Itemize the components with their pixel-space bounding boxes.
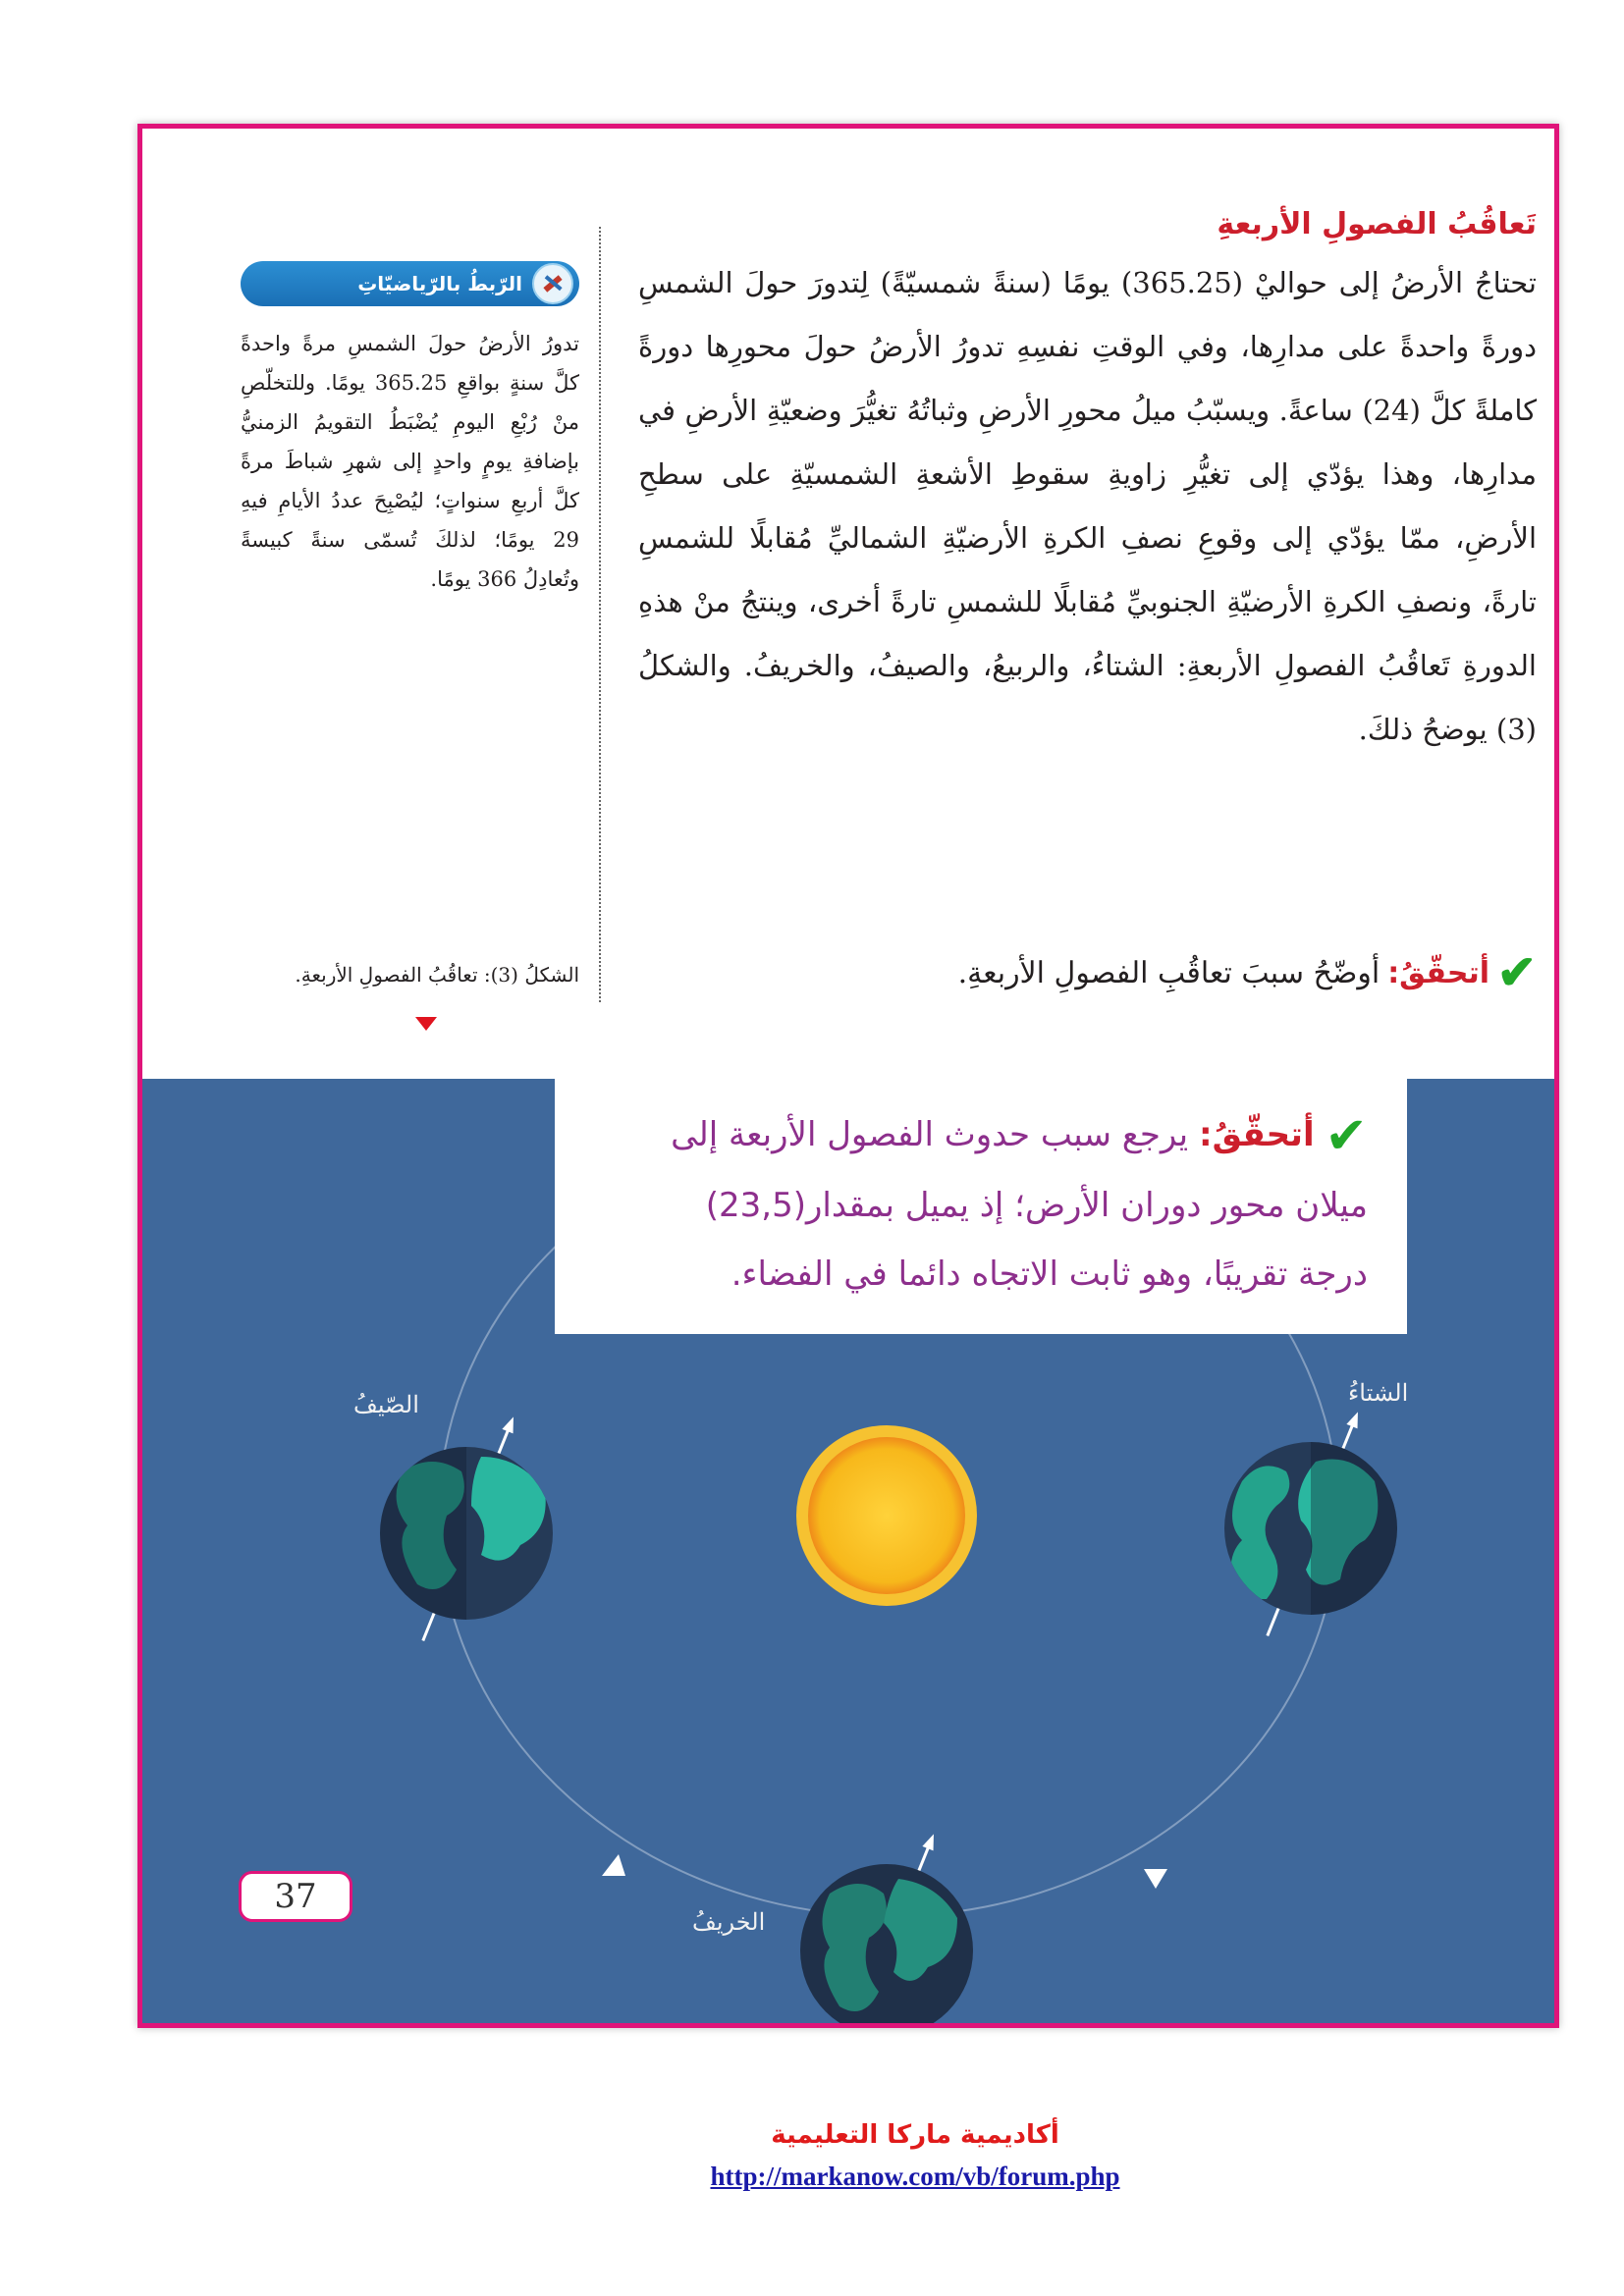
- sidebar: [241, 261, 579, 599]
- section-title: تَعاقُبُ الفصولِ الأربعةِ: [1217, 207, 1537, 241]
- answer-line-3: درجة تقريبًا، وهو ثابت الاتجاه دائما في الفضاء.: [731, 1254, 1368, 1294]
- answer-line-2: ميلان محور دوران الأرض؛ إذ يميل بمقدار(23,5): [705, 1185, 1368, 1225]
- footer: [0, 2120, 1624, 2192]
- footer-title: أكاديمية ماركا التعليمية: [771, 2120, 1059, 2150]
- checkmark-icon: ✔: [1496, 945, 1537, 1000]
- sun: [808, 1437, 965, 1594]
- label-summer: الصّيفُ: [353, 1391, 419, 1418]
- answer-line-1: [584, 1100, 1368, 1171]
- check-label: أتحقّقُ:: [1387, 955, 1489, 990]
- label-autumn: الخريفُ: [692, 1908, 766, 1936]
- check-text: أوضّحُ سببَ تعاقُبِ الفصولِ الأربعةِ.: [957, 955, 1380, 990]
- ruler-pencil-icon: [532, 263, 573, 304]
- orbit-arrow-right-icon: [1144, 1869, 1167, 1889]
- math-link-badge: [241, 261, 579, 306]
- main-paragraph: تحتاجُ الأرضُ إلى حواليْ (365.25) يومًا (سنةً شمسيّةً) لِتدورَ حولَ الشمسِ دورةً واحدةً على مدارِها، وفي الوقتِ نفسِهِ تدورُ الأرضُ حولَ محورِها دورةً كاملةً كلَّ (24) ساعةً. ويسبّبُ ميلُ محورِ الأرضِ وثباتُهُ تغيُّرَ وضعيّةِ الأرضِ في مدارِها، وهذا يؤدّي إلى تغيُّرِ زاويةِ سقوطِ الأشعةِ الشمسيّةِ على سطحِ الأرضِ، ممّا يؤدّي إلى وقوعِ نصفِ الكرةِ الأرضيّةِ الشماليِّ مُقابلًا للشمسِ تارةً، ونصفِ الكرةِ الأرضيّةِ الجنوبيِّ مُقابلًا للشمسِ تارةً أخرى، وينتجُ منْ هذهِ الدورةِ تَعاقُبُ الفصولِ الأربعةِ: الشتاءُ، والربيعُ، والصيفُ، والخريفُ. والشكلُ (3) يوضحُ ذلكَ.: [638, 266, 1538, 746]
- answer-checkmark-icon: ✔: [1325, 1106, 1368, 1166]
- orbit-arrow-left-icon: [602, 1854, 625, 1876]
- page-frame: [137, 124, 1559, 2028]
- answer-label: أتحقّقُ:: [1198, 1115, 1315, 1154]
- page-number: 37: [239, 1871, 352, 1922]
- figure-caption: الشكلُ (3): تعاقُبُ الفصولِ الأربعةِ.: [295, 963, 579, 987]
- answer-text-1: يرجع سبب حدوث الفصول الأربعة إلى: [671, 1115, 1189, 1154]
- sidebar-text: تدورُ الأرضُ حولَ الشمسِ مرةً واحدةً كلَّ سنةٍ بواقعِ 365.25 يومًا. وللتخلّصِ منْ رُبْعِ اليومِ يُضْبَطُ التقويمُ الزمنيُّ بإضافةِ يومٍ واحدٍ إلى شهرِ شباطَ مرةً كلَّ أربعِ سنواتٍ؛ ليُصْبِحَ عددُ الأيامِ فيهِ 29 يومًا؛ لذلكَ تُسمّى سنةً كبيسةً وتُعادِلُ 366 يومًا.: [241, 332, 579, 591]
- main-column: [638, 207, 1537, 762]
- caption-arrow-icon: [415, 1017, 437, 1031]
- badge-label: الرّبطُ بالرّياضيّاتِ: [357, 272, 522, 295]
- label-winter: الشتاءُ: [1348, 1379, 1409, 1407]
- column-divider: [599, 227, 601, 1002]
- check-question: [638, 945, 1537, 1000]
- answer-box: [555, 1079, 1407, 1334]
- footer-link[interactable]: http://markanow.com/vb/forum.php: [710, 2162, 1120, 2191]
